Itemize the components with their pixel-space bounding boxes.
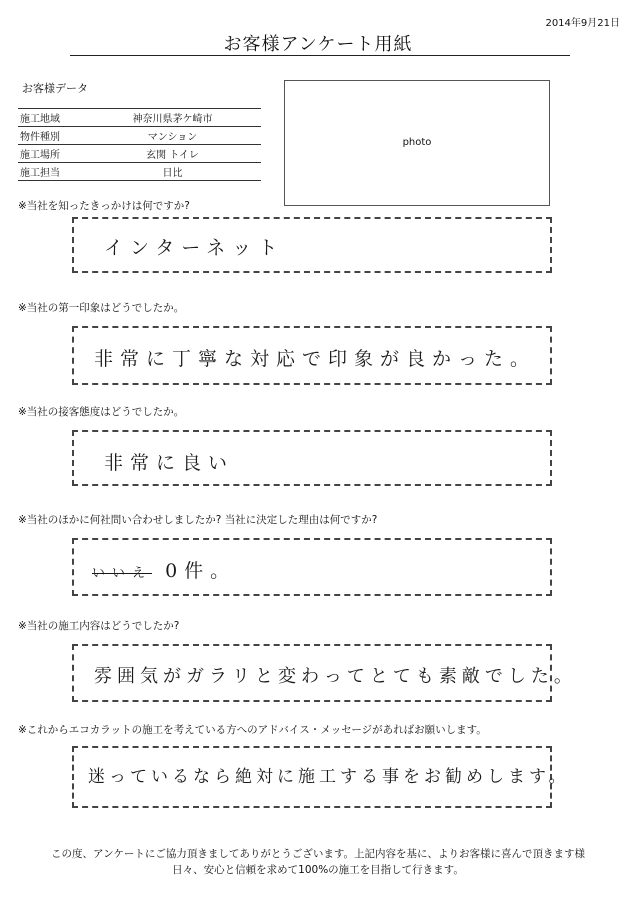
photo-placeholder (284, 80, 550, 206)
answer-box-1 (72, 217, 552, 273)
answer-box-4 (72, 538, 552, 596)
row-value: 神奈川県茅ケ崎市 (84, 109, 261, 127)
footer-line-1: この度、アンケートにご協力頂きましてありがとうございます。上記内容を基に、よりお客様に喜んで頂きます様 (50, 848, 586, 860)
row-label: 施工地域 (18, 109, 84, 127)
question-4: ※当社のほかに何社問い合わせしましたか? 当社に決定した理由は何ですか? (18, 514, 378, 526)
answer-4-text: 0件。 (165, 560, 237, 582)
question-1: ※当社を知ったきっかけは何ですか? (18, 200, 190, 212)
table-row (18, 109, 261, 127)
table-row (18, 145, 261, 163)
title-underline (70, 55, 570, 56)
row-label: 物件種別 (18, 127, 84, 145)
row-value: 玄関 トイレ (84, 145, 261, 163)
page-title: お客様アンケート用紙 (223, 34, 413, 55)
answer-box-2 (72, 326, 552, 385)
question-3: ※当社の接客態度はどうでしたか。 (18, 406, 185, 418)
row-value: マンション (84, 127, 261, 145)
question-6: ※これからエコカラットの施工を考えている方へのアドバイス・メッセージがあればお願いします。 (18, 724, 487, 736)
customer-data-heading: お客様データ (22, 82, 88, 95)
table-row (18, 127, 261, 145)
answer-box-5 (72, 644, 577, 702)
answer-box-3 (72, 430, 552, 486)
answer-1: インターネット (104, 237, 285, 259)
answer-6: 迷っているなら絶対に施工する事をお勧めします。 (88, 767, 570, 787)
customer-data-table (18, 108, 261, 181)
survey-date: 2014年9月21日 (545, 18, 620, 29)
row-label: 施工場所 (18, 145, 84, 163)
row-label: 施工担当 (18, 163, 84, 181)
row-value: 日比 (84, 163, 261, 181)
answer-4 (92, 556, 236, 583)
answer-4-struck: いいえ (92, 566, 153, 581)
answer-5: 雰囲気がガラリと変わってとても素敵でした。 (94, 666, 577, 687)
table-row (18, 163, 261, 181)
question-2: ※当社の第一印象はどうでしたか。 (18, 302, 185, 314)
answer-2: 非常に丁寧な対応で印象が良かった。 (94, 348, 537, 370)
question-5: ※当社の施工内容はどうでしたか? (18, 620, 180, 632)
footer-line-2: 日々、安心と信頼を求めて100%の施工を目指して行きます。 (172, 864, 464, 876)
photo-label: photo (402, 137, 432, 148)
answer-3: 非常に良い (104, 452, 235, 474)
answer-box-6 (72, 746, 570, 808)
